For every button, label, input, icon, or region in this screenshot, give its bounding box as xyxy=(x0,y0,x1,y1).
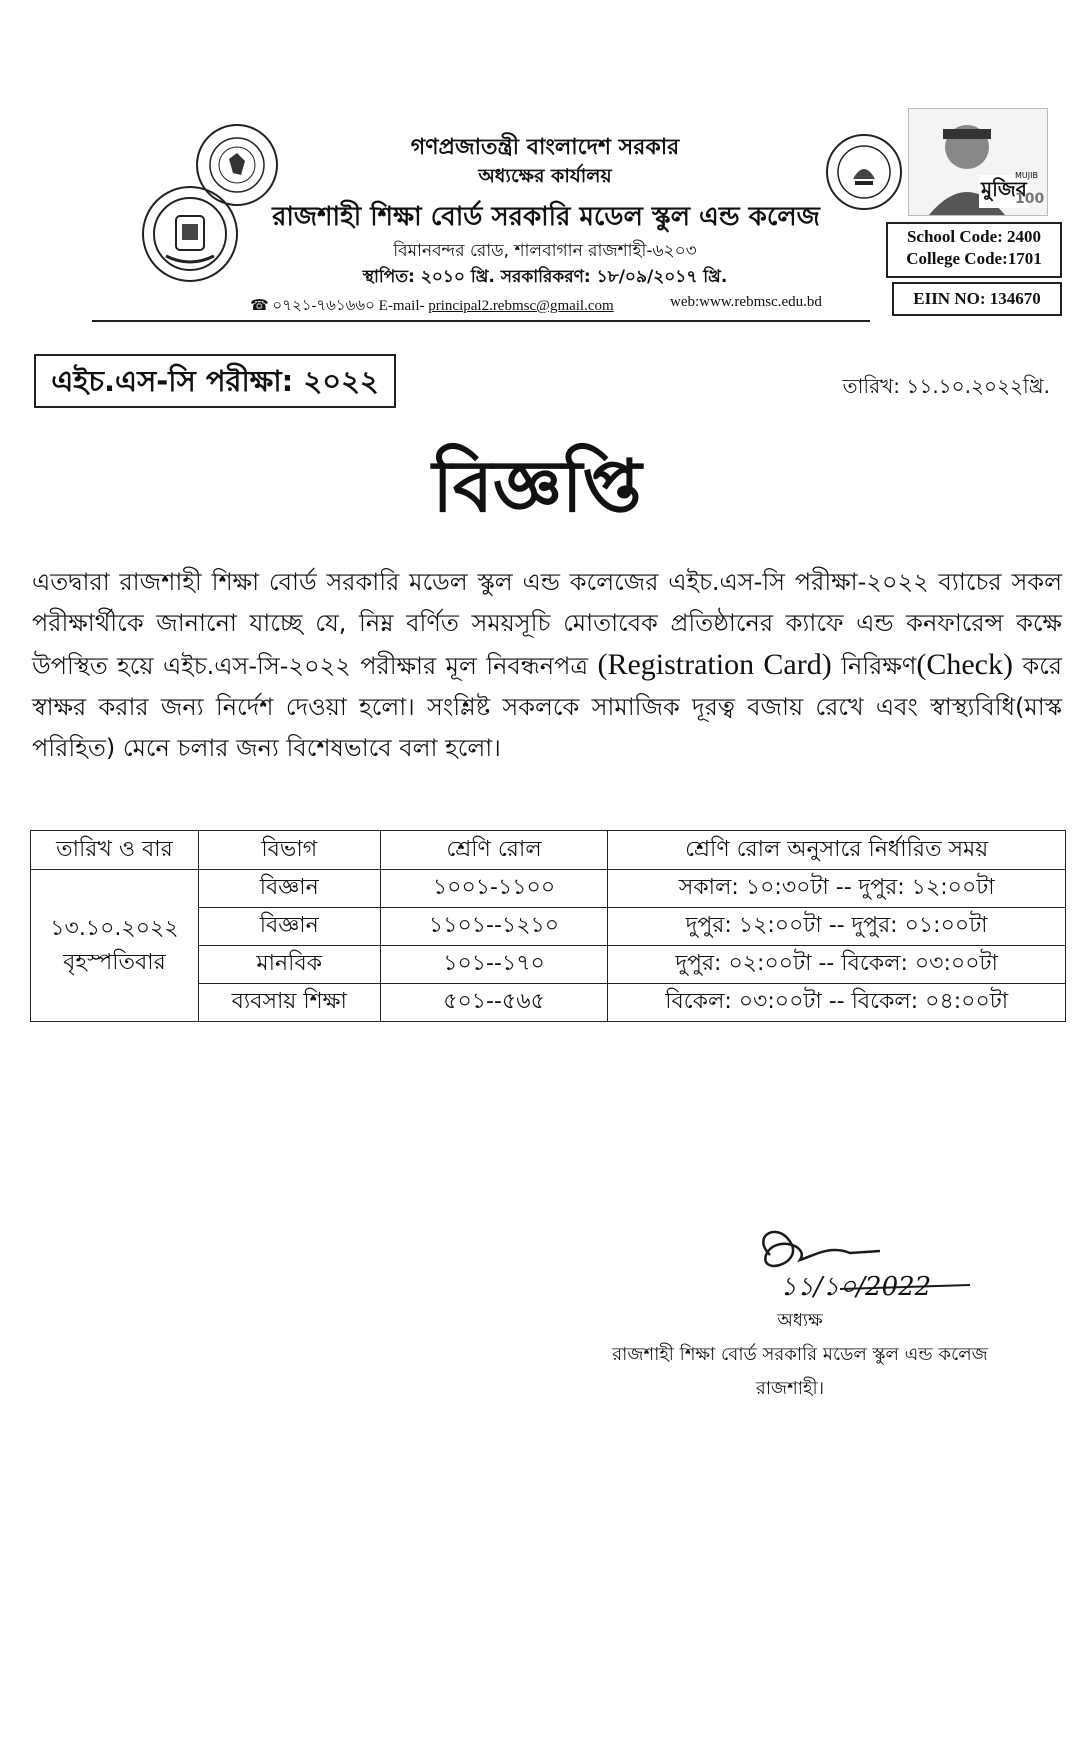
header-date-day: তারিখ ও বার xyxy=(31,831,199,870)
government-seal-icon xyxy=(207,135,267,195)
college-code: College Code:1701 xyxy=(906,249,1042,268)
established-info: স্থাপিত: ২০১০ খ্রি. সরকারিকরণ: ১৮/০৯/২০১৭ খ্রি. xyxy=(362,267,728,287)
header-department: বিভাগ xyxy=(198,831,380,870)
notice-body xyxy=(32,562,1062,769)
table-row xyxy=(31,870,1066,908)
mujib-badge-100: 100 xyxy=(1015,191,1045,207)
exam-date: ১৩.১০.২০২২ xyxy=(50,915,179,941)
phone: ☎ ০৭২১-৭৬১৬৬০ xyxy=(250,298,375,314)
mujib-badge-sub: MUJIB xyxy=(1015,171,1038,180)
body-part2: নিরিক্ষণ xyxy=(831,652,917,680)
dept-cell: বিজ্ঞান xyxy=(198,908,380,946)
website[interactable]: web:www.rebmsc.edu.bd xyxy=(670,294,822,310)
body-part3: করে স্বাক্ষর করার জন্য নির্দেশ দেওয়া হলো। সংশ্লিষ্ট সকলকে সামাজিক দূরত্ব বজায় রেখে এবং স্বাস্থ্যবিধি(মাস্ক পরিহিত) মেনে চলার জন্য বিশেষভাবে বলা হলো। xyxy=(32,652,1062,762)
right-seal-icon xyxy=(835,143,893,201)
dept-cell: মানবিক xyxy=(198,946,380,984)
body-registration-card: (Registration Card) xyxy=(597,648,832,681)
header-time-slot: শ্রেণি রোল অনুসারে নির্ধারিত সময় xyxy=(608,831,1066,870)
table-header-row xyxy=(31,831,1066,870)
time-cell: দুপুর: ০২:০০টা -- বিকেল: ০৩:০০টা xyxy=(608,946,1066,984)
roll-cell: ১০০১-১১০০ xyxy=(380,870,608,908)
contact-line xyxy=(250,294,870,319)
roll-cell: ১০১--১৭০ xyxy=(380,946,608,984)
signatory-city: রাজশাহী। xyxy=(755,1378,825,1399)
body-part1: এতদ্বারা রাজশাহী শিক্ষা বোর্ড সরকারি মডেল স্কুল এন্ড কলেজের এইচ.এস-সি পরীক্ষা-২০২২ ব্যাচের সকল পরীক্ষার্থীকে জানানো যাচ্ছে যে, নিম্ন বর্ণিত সময়সূচি মোতাবেক প্রতিষ্ঠানের ক্যাফে এন্ড কনফারেন্স কক্ষে উপস্থিত হয়ে এইচ.এস-সি-২০২২ পরীক্ষার মূল নিবন্ধনপত্র xyxy=(32,568,1062,680)
eiin: EIIN NO: 134670 xyxy=(913,289,1041,308)
signatory-institution: রাজশাহী শিক্ষা বোর্ড সরকারি মডেল স্কুল এন্ড কলেজ xyxy=(612,1344,988,1365)
signatory-title: অধ্যক্ষ xyxy=(777,1310,823,1331)
dept-cell: বিজ্ঞান xyxy=(198,870,380,908)
exam-label: এইচ.এস-সি পরীক্ষা: ২০২২ xyxy=(51,364,379,398)
school-code: School Code: 2400 xyxy=(906,227,1042,246)
gov-line: গণপ্রজাতন্ত্রী বাংলাদেশ সরকার xyxy=(410,135,680,160)
schedule-table xyxy=(30,830,1066,1022)
notice-date: তারিখ: ১১.১০.২০২২খ্রি. xyxy=(842,374,1050,398)
roll-cell: ৫০১--৫৬৫ xyxy=(380,984,608,1022)
email-label: E-mail- xyxy=(378,298,425,314)
header-divider xyxy=(92,320,870,322)
dept-cell: ব্যবসায় শিক্ষা xyxy=(198,984,380,1022)
right-seal xyxy=(826,134,902,210)
email-link[interactable]: principal2.rebmsc@gmail.com xyxy=(428,298,614,314)
time-cell: সকাল: ১০:৩০টা -- দুপুর: ১২:০০টা xyxy=(608,870,1066,908)
notice-title: বিজ্ঞপ্তি xyxy=(432,444,642,528)
exam-day: বৃহস্পতিবার xyxy=(63,949,166,975)
office-line: অধ্যক্ষের কার্যালয় xyxy=(478,165,612,187)
header-class-roll: শ্রেণি রোল xyxy=(380,831,608,870)
body-check: (Check) xyxy=(916,648,1013,681)
code-box xyxy=(886,222,1062,278)
time-cell: বিকেল: ০৩:০০টা -- বিকেল: ০৪:০০টা xyxy=(608,984,1066,1022)
mujib-badge-text: মুজিব xyxy=(979,175,1029,208)
roll-cell: ১১০১--১২১০ xyxy=(380,908,608,946)
exam-label-box xyxy=(34,354,396,408)
mujib-badge xyxy=(908,108,1048,216)
date-cell xyxy=(31,870,199,1022)
eiin-box xyxy=(892,282,1062,316)
signature-date: ১১/১০/2022 xyxy=(780,1272,932,1302)
address: বিমানবন্দর রোড, শালবাগান রাজশাহী-৬২০৩ xyxy=(393,241,697,261)
school-emblem-icon xyxy=(150,194,230,274)
time-cell: দুপুর: ১২:০০টা -- দুপুর: ০১:০০টা xyxy=(608,908,1066,946)
institution-name: রাজশাহী শিক্ষা বোর্ড সরকারি মডেল স্কুল এন্ড কলেজ xyxy=(272,202,820,232)
